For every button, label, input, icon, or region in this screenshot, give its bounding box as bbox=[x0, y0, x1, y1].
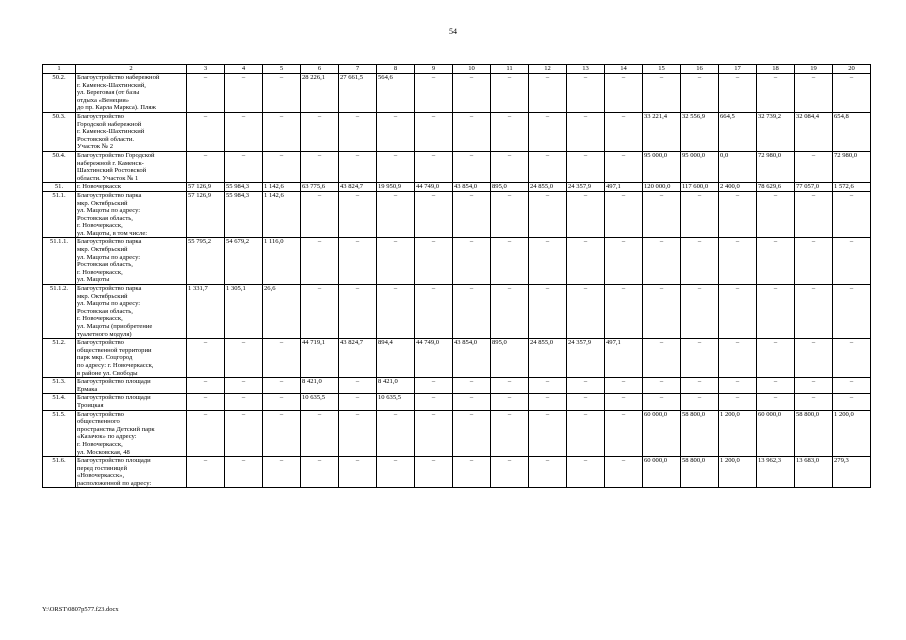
value-cell: – bbox=[605, 457, 643, 488]
value-cell: – bbox=[453, 112, 491, 151]
value-cell: – bbox=[491, 410, 529, 457]
column-header: 8 bbox=[377, 65, 415, 74]
budget-table bbox=[42, 64, 871, 488]
value-cell: – bbox=[453, 394, 491, 410]
value-cell: 43 824,7 bbox=[339, 339, 377, 378]
row-number: 50.2. bbox=[43, 74, 76, 113]
value-cell: – bbox=[757, 339, 795, 378]
value-cell: – bbox=[719, 238, 757, 285]
value-cell: – bbox=[415, 457, 453, 488]
value-cell: 497,1 bbox=[605, 183, 643, 192]
value-cell: – bbox=[567, 457, 605, 488]
value-cell: – bbox=[757, 378, 795, 394]
value-cell: – bbox=[719, 191, 757, 238]
value-cell: – bbox=[795, 285, 833, 339]
column-header: 6 bbox=[301, 65, 339, 74]
value-cell: – bbox=[301, 285, 339, 339]
value-cell: 1 572,6 bbox=[833, 183, 871, 192]
value-cell: – bbox=[681, 238, 719, 285]
value-cell: – bbox=[491, 378, 529, 394]
value-cell: 32 556,9 bbox=[681, 112, 719, 151]
value-cell: – bbox=[529, 74, 567, 113]
value-cell: – bbox=[187, 339, 225, 378]
row-number: 51. bbox=[43, 183, 76, 192]
value-cell: – bbox=[795, 378, 833, 394]
value-cell: – bbox=[453, 151, 491, 182]
value-cell: 55 795,2 bbox=[187, 238, 225, 285]
value-cell: 279,3 bbox=[833, 457, 871, 488]
object-name: Благоустройство парка мкр. Октябрьский ул. Мацоты по адресу: Ростовская область, г. Новочеркасск, ул. Мацоты bbox=[76, 238, 187, 285]
value-cell: 55 984,3 bbox=[225, 183, 263, 192]
object-name: Благоустройство Городской набережной г. Каменск- Шахтинский Ростовской области. Участок № 1 bbox=[76, 151, 187, 182]
value-cell: 1 200,0 bbox=[719, 410, 757, 457]
value-cell: – bbox=[833, 378, 871, 394]
row-number: 51.1.1. bbox=[43, 238, 76, 285]
value-cell: – bbox=[339, 394, 377, 410]
value-cell: 1 200,0 bbox=[719, 457, 757, 488]
table-row bbox=[43, 191, 871, 238]
value-cell: – bbox=[187, 112, 225, 151]
value-cell: 32 084,4 bbox=[795, 112, 833, 151]
value-cell: 60 000,0 bbox=[643, 457, 681, 488]
value-cell: 44 749,0 bbox=[415, 183, 453, 192]
value-cell: – bbox=[643, 378, 681, 394]
object-name: г. Новочеркасск bbox=[76, 183, 187, 192]
value-cell: – bbox=[795, 394, 833, 410]
value-cell: – bbox=[263, 394, 301, 410]
value-cell: – bbox=[643, 394, 681, 410]
value-cell: 664,5 bbox=[719, 112, 757, 151]
column-header: 10 bbox=[453, 65, 491, 74]
value-cell: – bbox=[225, 151, 263, 182]
value-cell: 1 142,6 bbox=[263, 191, 301, 238]
value-cell: – bbox=[225, 394, 263, 410]
value-cell: – bbox=[719, 394, 757, 410]
column-header: 11 bbox=[491, 65, 529, 74]
table-row bbox=[43, 183, 871, 192]
column-header: 18 bbox=[757, 65, 795, 74]
value-cell: – bbox=[605, 285, 643, 339]
column-header: 4 bbox=[225, 65, 263, 74]
value-cell: 28 226,1 bbox=[301, 74, 339, 113]
value-cell: – bbox=[225, 74, 263, 113]
value-cell: – bbox=[225, 378, 263, 394]
column-header: 14 bbox=[605, 65, 643, 74]
table-row bbox=[43, 285, 871, 339]
table-row bbox=[43, 74, 871, 113]
value-cell: – bbox=[415, 151, 453, 182]
value-cell: 895,0 bbox=[491, 339, 529, 378]
value-cell: – bbox=[187, 151, 225, 182]
value-cell: – bbox=[795, 339, 833, 378]
value-cell: – bbox=[453, 238, 491, 285]
object-name: Благоустройство набережной г. Каменск-Шахтинский, ул. Береговая (от базы отдыха «Венеция» до пр. Карла Маркса). Пляж bbox=[76, 74, 187, 113]
value-cell: – bbox=[301, 151, 339, 182]
value-cell: – bbox=[529, 378, 567, 394]
value-cell: – bbox=[263, 74, 301, 113]
object-name: Благоустройство общественного пространства Детский парк «Казачок» по адресу: г. Новочеркасск, ул. Московская, 48 bbox=[76, 410, 187, 457]
row-number: 50.3. bbox=[43, 112, 76, 151]
object-name: Благоустройство площади Ермака bbox=[76, 378, 187, 394]
value-cell: 10 635,5 bbox=[301, 394, 339, 410]
table-row bbox=[43, 339, 871, 378]
value-cell: – bbox=[567, 191, 605, 238]
value-cell: – bbox=[263, 112, 301, 151]
column-header: 7 bbox=[339, 65, 377, 74]
value-cell: – bbox=[529, 457, 567, 488]
value-cell: 77 057,0 bbox=[795, 183, 833, 192]
value-cell: – bbox=[491, 457, 529, 488]
value-cell: 654,8 bbox=[833, 112, 871, 151]
value-cell: – bbox=[605, 151, 643, 182]
value-cell: – bbox=[225, 112, 263, 151]
value-cell: – bbox=[605, 238, 643, 285]
value-cell: 895,0 bbox=[491, 183, 529, 192]
value-cell: – bbox=[795, 238, 833, 285]
value-cell: – bbox=[567, 238, 605, 285]
value-cell: – bbox=[339, 112, 377, 151]
table-row bbox=[43, 410, 871, 457]
value-cell: – bbox=[187, 378, 225, 394]
value-cell: – bbox=[263, 410, 301, 457]
column-header: 13 bbox=[567, 65, 605, 74]
row-number: 51.4. bbox=[43, 394, 76, 410]
value-cell: – bbox=[415, 394, 453, 410]
value-cell: 13 962,3 bbox=[757, 457, 795, 488]
value-cell: – bbox=[415, 238, 453, 285]
value-cell: 43 854,0 bbox=[453, 183, 491, 192]
value-cell: – bbox=[301, 238, 339, 285]
value-cell: – bbox=[681, 74, 719, 113]
value-cell: – bbox=[643, 74, 681, 113]
object-name: Благоустройство площади Троицкая bbox=[76, 394, 187, 410]
value-cell: – bbox=[681, 339, 719, 378]
value-cell: – bbox=[529, 238, 567, 285]
row-number: 51.1.2. bbox=[43, 285, 76, 339]
value-cell: 72 980,0 bbox=[757, 151, 795, 182]
value-cell: – bbox=[225, 457, 263, 488]
column-header: 3 bbox=[187, 65, 225, 74]
row-number: 51.6. bbox=[43, 457, 76, 488]
value-cell: – bbox=[453, 191, 491, 238]
value-cell: – bbox=[263, 457, 301, 488]
value-cell: – bbox=[491, 112, 529, 151]
value-cell: – bbox=[605, 112, 643, 151]
object-name: Благоустройство парка мкр. Октябрьский ул. Мацоты по адресу: Ростовская область, г. Новочеркасск, ул. Мацоты, в том числе: bbox=[76, 191, 187, 238]
value-cell: – bbox=[225, 339, 263, 378]
value-cell: – bbox=[187, 410, 225, 457]
row-number: 51.1. bbox=[43, 191, 76, 238]
value-cell: 57 126,9 bbox=[187, 191, 225, 238]
column-header: 5 bbox=[263, 65, 301, 74]
value-cell: 24 357,9 bbox=[567, 183, 605, 192]
value-cell: – bbox=[567, 112, 605, 151]
value-cell: – bbox=[301, 457, 339, 488]
column-header: 17 bbox=[719, 65, 757, 74]
value-cell: – bbox=[833, 339, 871, 378]
value-cell: – bbox=[339, 378, 377, 394]
value-cell: – bbox=[719, 285, 757, 339]
value-cell: – bbox=[833, 191, 871, 238]
value-cell: – bbox=[187, 74, 225, 113]
value-cell: – bbox=[795, 191, 833, 238]
column-header: 9 bbox=[415, 65, 453, 74]
value-cell: 1 331,7 bbox=[187, 285, 225, 339]
value-cell: 60 000,0 bbox=[757, 410, 795, 457]
file-path-footer: Y:\ORST\0807p577.f23.docx bbox=[42, 606, 119, 613]
value-cell: – bbox=[567, 378, 605, 394]
value-cell: 57 126,9 bbox=[187, 183, 225, 192]
column-header: 2 bbox=[76, 65, 187, 74]
row-number: 51.5. bbox=[43, 410, 76, 457]
value-cell: – bbox=[833, 394, 871, 410]
value-cell: – bbox=[339, 238, 377, 285]
value-cell: – bbox=[643, 339, 681, 378]
value-cell: 54 679,2 bbox=[225, 238, 263, 285]
value-cell: – bbox=[339, 285, 377, 339]
value-cell: – bbox=[491, 191, 529, 238]
value-cell: – bbox=[681, 191, 719, 238]
value-cell: – bbox=[263, 339, 301, 378]
value-cell: 27 661,5 bbox=[339, 74, 377, 113]
value-cell: 894,4 bbox=[377, 339, 415, 378]
value-cell: – bbox=[339, 151, 377, 182]
value-cell: – bbox=[415, 410, 453, 457]
value-cell: – bbox=[301, 112, 339, 151]
value-cell: – bbox=[415, 74, 453, 113]
object-name: Благоустройство парка мкр. Октябрьский ул. Мацоты по адресу: Ростовская область, г. Новочеркасск, ул. Мацоты (приобретение туалетного модуля) bbox=[76, 285, 187, 339]
value-cell: – bbox=[605, 410, 643, 457]
value-cell: 26,6 bbox=[263, 285, 301, 339]
value-cell: – bbox=[757, 394, 795, 410]
value-cell: 95 000,0 bbox=[643, 151, 681, 182]
value-cell: – bbox=[453, 457, 491, 488]
value-cell: 58 800,0 bbox=[681, 457, 719, 488]
column-header: 12 bbox=[529, 65, 567, 74]
column-header: 16 bbox=[681, 65, 719, 74]
value-cell: – bbox=[263, 151, 301, 182]
value-cell: 1 142,6 bbox=[263, 183, 301, 192]
value-cell: – bbox=[567, 285, 605, 339]
value-cell: 44 719,1 bbox=[301, 339, 339, 378]
column-header: 1 bbox=[43, 65, 76, 74]
page-number: 54 bbox=[449, 27, 457, 36]
value-cell: – bbox=[415, 112, 453, 151]
value-cell: 72 980,0 bbox=[833, 151, 871, 182]
value-cell: 63 775,6 bbox=[301, 183, 339, 192]
value-cell: 1 305,1 bbox=[225, 285, 263, 339]
value-cell: 0,0 bbox=[719, 151, 757, 182]
value-cell: – bbox=[719, 339, 757, 378]
value-cell: 58 800,0 bbox=[795, 410, 833, 457]
header-row bbox=[43, 65, 871, 74]
value-cell: – bbox=[605, 191, 643, 238]
value-cell: – bbox=[377, 457, 415, 488]
value-cell: – bbox=[529, 285, 567, 339]
value-cell: – bbox=[833, 238, 871, 285]
value-cell: 120 000,0 bbox=[643, 183, 681, 192]
table-row bbox=[43, 378, 871, 394]
value-cell: – bbox=[263, 378, 301, 394]
value-cell: – bbox=[795, 151, 833, 182]
value-cell: – bbox=[301, 410, 339, 457]
column-header: 15 bbox=[643, 65, 681, 74]
value-cell: – bbox=[377, 191, 415, 238]
value-cell: – bbox=[681, 394, 719, 410]
value-cell: – bbox=[567, 151, 605, 182]
value-cell: – bbox=[567, 410, 605, 457]
value-cell: – bbox=[681, 285, 719, 339]
value-cell: – bbox=[301, 191, 339, 238]
value-cell: 24 855,0 bbox=[529, 183, 567, 192]
value-cell: – bbox=[377, 112, 415, 151]
value-cell: – bbox=[529, 410, 567, 457]
value-cell: – bbox=[377, 151, 415, 182]
value-cell: 8 421,0 bbox=[377, 378, 415, 394]
value-cell: – bbox=[377, 238, 415, 285]
value-cell: – bbox=[415, 191, 453, 238]
value-cell: 8 421,0 bbox=[301, 378, 339, 394]
value-cell: – bbox=[453, 285, 491, 339]
value-cell: 32 739,2 bbox=[757, 112, 795, 151]
value-cell: 497,1 bbox=[605, 339, 643, 378]
column-header: 20 bbox=[833, 65, 871, 74]
value-cell: 95 000,0 bbox=[681, 151, 719, 182]
value-cell: – bbox=[453, 410, 491, 457]
value-cell: – bbox=[757, 285, 795, 339]
table-row bbox=[43, 394, 871, 410]
value-cell: 1 116,0 bbox=[263, 238, 301, 285]
value-cell: 33 221,4 bbox=[643, 112, 681, 151]
value-cell: – bbox=[529, 394, 567, 410]
value-cell: 117 600,0 bbox=[681, 183, 719, 192]
value-cell: – bbox=[567, 74, 605, 113]
value-cell: – bbox=[605, 394, 643, 410]
value-cell: – bbox=[757, 74, 795, 113]
value-cell: – bbox=[605, 378, 643, 394]
value-cell: 55 984,3 bbox=[225, 191, 263, 238]
value-cell: – bbox=[757, 191, 795, 238]
value-cell: – bbox=[643, 191, 681, 238]
value-cell: – bbox=[681, 378, 719, 394]
row-number: 51.2. bbox=[43, 339, 76, 378]
value-cell: – bbox=[529, 191, 567, 238]
value-cell: 10 635,5 bbox=[377, 394, 415, 410]
row-number: 50.4. bbox=[43, 151, 76, 182]
value-cell: 19 950,9 bbox=[377, 183, 415, 192]
value-cell: – bbox=[833, 285, 871, 339]
value-cell: – bbox=[339, 457, 377, 488]
value-cell: – bbox=[453, 74, 491, 113]
value-cell: – bbox=[491, 285, 529, 339]
value-cell: – bbox=[415, 378, 453, 394]
value-cell: – bbox=[605, 74, 643, 113]
value-cell: – bbox=[225, 410, 263, 457]
value-cell: – bbox=[339, 191, 377, 238]
value-cell: – bbox=[795, 74, 833, 113]
value-cell: – bbox=[453, 378, 491, 394]
table-row bbox=[43, 238, 871, 285]
value-cell: – bbox=[377, 410, 415, 457]
value-cell: – bbox=[529, 151, 567, 182]
value-cell: 564,6 bbox=[377, 74, 415, 113]
value-cell: 60 000,0 bbox=[643, 410, 681, 457]
value-cell: – bbox=[339, 410, 377, 457]
value-cell: – bbox=[529, 112, 567, 151]
value-cell: 43 824,7 bbox=[339, 183, 377, 192]
value-cell: – bbox=[643, 285, 681, 339]
value-cell: – bbox=[719, 378, 757, 394]
value-cell: – bbox=[187, 457, 225, 488]
table-row bbox=[43, 151, 871, 182]
column-header: 19 bbox=[795, 65, 833, 74]
value-cell: 13 683,0 bbox=[795, 457, 833, 488]
value-cell: – bbox=[491, 238, 529, 285]
value-cell: 24 357,9 bbox=[567, 339, 605, 378]
table-row bbox=[43, 457, 871, 488]
value-cell: – bbox=[757, 238, 795, 285]
table-row bbox=[43, 112, 871, 151]
value-cell: 78 629,6 bbox=[757, 183, 795, 192]
value-cell: 44 749,0 bbox=[415, 339, 453, 378]
value-cell: – bbox=[833, 74, 871, 113]
value-cell: – bbox=[491, 74, 529, 113]
value-cell: 1 200,0 bbox=[833, 410, 871, 457]
value-cell: – bbox=[415, 285, 453, 339]
value-cell: 24 855,0 bbox=[529, 339, 567, 378]
value-cell: 58 800,0 bbox=[681, 410, 719, 457]
value-cell: – bbox=[643, 238, 681, 285]
value-cell: – bbox=[719, 74, 757, 113]
object-name: Благоустройство Городской набережной г. Каменск-Шахтинский Ростовской области. Участок № 2 bbox=[76, 112, 187, 151]
value-cell: – bbox=[567, 394, 605, 410]
value-cell: 2 400,0 bbox=[719, 183, 757, 192]
value-cell: – bbox=[377, 285, 415, 339]
value-cell: – bbox=[187, 394, 225, 410]
row-number: 51.3. bbox=[43, 378, 76, 394]
object-name: Благоустройство площади перед гостиницей «Новочеркасск», расположенной по адресу: bbox=[76, 457, 187, 488]
value-cell: 43 854,0 bbox=[453, 339, 491, 378]
value-cell: – bbox=[491, 394, 529, 410]
object-name: Благоустройство общественной территории парк мкр. Соцгород по адресу: г. Новочеркасск, в районе ул. Свободы bbox=[76, 339, 187, 378]
value-cell: – bbox=[491, 151, 529, 182]
